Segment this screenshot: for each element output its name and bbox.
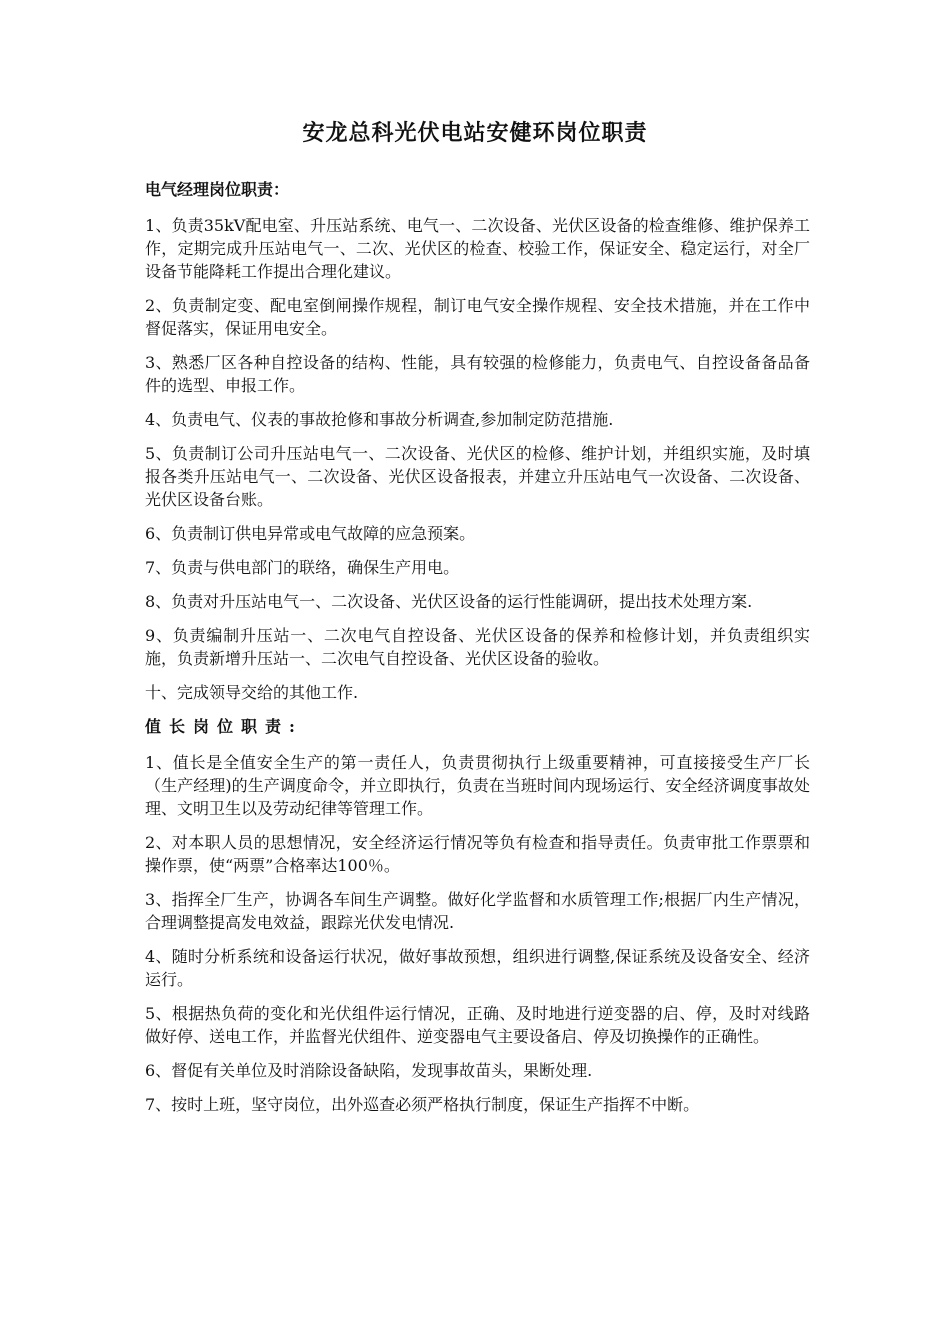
paragraph: 5、负责制订公司升压站电气一、二次设备、光伏区的检修、维护计划，并组织实施，及时填报各类升压站电气一、二次设备、光伏区设备报表，并建立升压站电气一次设备、二次设备、光伏区设备台账。 xyxy=(145,444,810,509)
section-electrical-manager xyxy=(145,178,810,704)
section-heading-electrical-manager: 电气经理岗位职责： xyxy=(145,180,290,199)
document-title: 安龙总科光伏电站安健环岗位职责 xyxy=(302,120,648,146)
paragraph: 6、督促有关单位及时消除设备缺陷，发现事故苗头，果断处理. xyxy=(145,1061,593,1080)
paragraph: 十、完成领导交给的其他工作. xyxy=(145,683,359,702)
section-heading-shift-supervisor: 值长岗位职责: xyxy=(145,717,303,736)
paragraph: 1、负责35kV配电室、升压站系统、电气一、二次设备、光伏区设备的检查维修、维护保养工作，定期完成升压站电气一、二次、光伏区的检查、校验工作，保证安全、稳定运行，对全厂设备节能降耗工作提出合理化建议。 xyxy=(145,216,810,281)
paragraph: 2、负责制定变、配电室倒闸操作规程，制订电气安全操作规程、安全技术措施，并在工作中督促落实，保证用电安全。 xyxy=(145,296,810,338)
paragraph: 4、随时分析系统和设备运行状况，做好事故预想，组织进行调整,保证系统及设备安全、经济运行。 xyxy=(145,947,810,989)
paragraph: 2、对本职人员的思想情况，安全经济运行情况等负有检查和指导责任。负责审批工作票票和操作票，使“两票”合格率达100％。 xyxy=(145,833,810,875)
document-body xyxy=(145,178,810,1127)
paragraph: 4、负责电气、仪表的事故抢修和事故分析调查,参加制定防范措施. xyxy=(145,410,614,429)
paragraph: 3、指挥全厂生产，协调各车间生产调整。做好化学监督和水质管理工作;根据厂内生产情况，合理调整提高发电效益，跟踪光伏发电情况. xyxy=(145,890,810,932)
paragraph: 1、值长是全值安全生产的第一责任人，负责贯彻执行上级重要精神，可直接接受生产厂长（生产经理)的生产调度命令，并立即执行，负责在当班时间内现场运行、安全经济调度事故处理、文明卫生以及劳动纪律等管理工作。 xyxy=(145,753,810,818)
paragraph: 9、负责编制升压站一、二次电气自控设备、光伏区设备的保养和检修计划，并负责组织实施，负责新增升压站一、二次电气自控设备、光伏区设备的验收。 xyxy=(145,626,810,668)
paragraph: 5、根据热负荷的变化和光伏组件运行情况，正确、及时地进行逆变器的启、停，及时对线路做好停、送电工作，并监督光伏组件、逆变器电气主要设备启、停及切换操作的正确性。 xyxy=(145,1004,810,1046)
paragraph: 6、负责制订供电异常或电气故障的应急预案。 xyxy=(145,524,476,543)
paragraph: 8、负责对升压站电气一、二次设备、光伏区设备的运行性能调研，提出技术处理方案. xyxy=(145,592,753,611)
section-shift-supervisor xyxy=(145,715,810,1116)
paragraph: 3、熟悉厂区各种自控设备的结构、性能，具有较强的检修能力，负责电气、自控设备备品备件的选型、申报工作。 xyxy=(145,353,810,395)
paragraph: 7、负责与供电部门的联络，确保生产用电。 xyxy=(145,558,460,577)
paragraph: 7、按时上班，坚守岗位，出外巡查必须严格执行制度，保证生产指挥不中断。 xyxy=(145,1095,700,1114)
